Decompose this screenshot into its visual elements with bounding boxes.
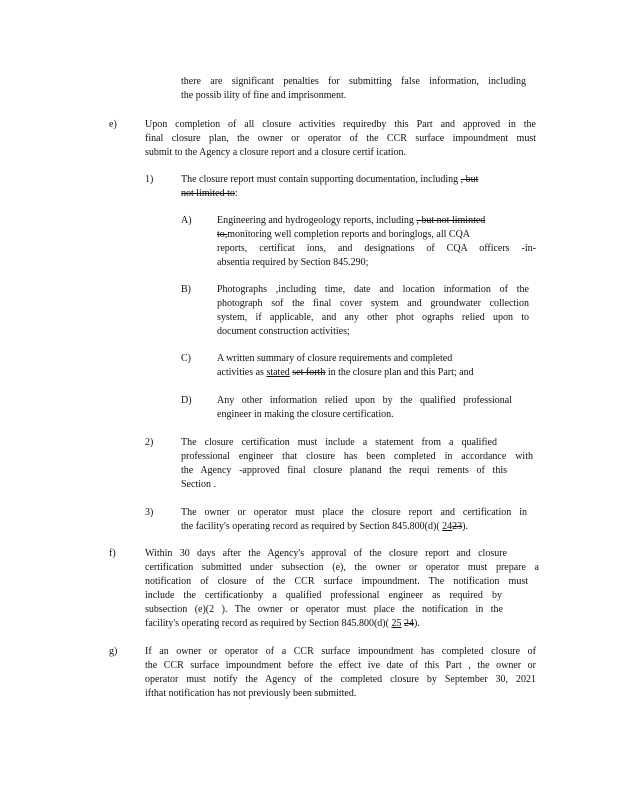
subsection-f-inserted-text: 25 xyxy=(391,618,402,629)
subsection-g-line-3: operator must notify the Agency of the completed closure by September 30, 2021 xyxy=(145,674,536,685)
subsection-e-label: e) xyxy=(109,119,117,130)
item-2-paragraph xyxy=(181,436,533,492)
item-D-line-1: Any other information relied upon by the qualified professional xyxy=(217,395,512,406)
subsection-f-line-3: notification of closure of the CCR surface impoundment. The notification must xyxy=(145,576,528,587)
item-3-text-b: ). xyxy=(462,521,469,532)
item-A-text-1: Engineering and hydrogeology reports, including xyxy=(217,215,414,226)
item-C-paragraph xyxy=(217,352,522,380)
subsection-f-line-1: Within 30 days after the Agency's approval of the closure report and closure xyxy=(145,548,507,559)
item-B-label: B) xyxy=(181,284,191,295)
item-C-inserted-text: stated xyxy=(266,367,290,378)
subsection-e-line-2: final closure plan, the owner or operator of the CCR surface impoundment must xyxy=(145,133,536,144)
item-A-line-3: reports, certificat ions, and designations of CQA officers -in- xyxy=(217,243,536,254)
subsection-f-paragraph xyxy=(145,547,539,631)
item-3-text-a: the facility's operating record as required by Section 845.800(d)( xyxy=(181,521,440,532)
item-C-text-a: activities as xyxy=(217,367,264,378)
item-3-label: 3) xyxy=(145,507,154,518)
subsection-f-line-2: certification submitted under subsection (e), the owner or operator must prepare a xyxy=(145,562,539,573)
item-3-deleted-text: 23 xyxy=(452,521,463,532)
item-A-line-2 xyxy=(217,228,536,242)
subsection-e-line-1: Upon completion of all closure activities requiredby this Part and approved in the xyxy=(145,119,536,130)
item-A-line-4: absentia required by Section 845.290; xyxy=(217,257,369,268)
item-3-paragraph xyxy=(181,506,527,534)
subsection-f-text-b: ). xyxy=(413,618,420,629)
item-B-line-2: photograph sof the final cover system and groundwater collection xyxy=(217,298,529,309)
item-A-paragraph xyxy=(217,214,536,270)
subsection-f-text-a: facility's operating record as required by Section 845.800(d)( xyxy=(145,618,389,629)
intro-tail-paragraph xyxy=(181,75,526,103)
subsection-f-label: f) xyxy=(109,548,116,559)
item-1-line-1 xyxy=(181,173,537,187)
item-3-line-2 xyxy=(181,520,527,534)
item-A-label: A) xyxy=(181,215,192,226)
item-2-label: 2) xyxy=(145,437,154,448)
item-C-label: C) xyxy=(181,353,191,364)
intro-tail-line-2: the possib ility of fine and imprisonment. xyxy=(181,90,347,101)
item-A-deleted-text: , but not liminted xyxy=(416,215,486,226)
subsection-e-line-3: submit to the Agency a closure report and a closure certif ication. xyxy=(145,147,407,158)
intro-tail-line-1: there are significant penalties for submitting false information, including xyxy=(181,76,526,87)
item-2-line-3: the Agency -approved final closure planand the requi rements of this xyxy=(181,465,507,476)
item-A-text-2: monitoring well completion reports and boringlogs, all CQA xyxy=(227,229,471,240)
item-D-label: D) xyxy=(181,395,192,406)
item-B-paragraph xyxy=(217,283,529,339)
subsection-f-deleted-text: 24 xyxy=(403,618,414,629)
item-2-line-4: Section . xyxy=(181,479,216,490)
item-1-text: The closure report must contain supporting documentation, including xyxy=(181,174,459,185)
item-1-deleted-text-2: not limited to xyxy=(181,188,235,199)
item-D-paragraph xyxy=(217,394,512,422)
item-A-line-1 xyxy=(217,214,536,228)
item-2-line-1: The closure certification must include a statement from a qualified xyxy=(181,437,497,448)
subsection-g-paragraph xyxy=(145,645,536,701)
subsection-g-label: g) xyxy=(109,646,118,657)
subsection-g-line-1: If an owner or operator of a CCR surface impoundment has completed closure of xyxy=(145,646,536,657)
item-1-label: 1) xyxy=(145,174,154,185)
item-3-line-1: The owner or operator must place the closure report and certification in xyxy=(181,507,527,518)
item-B-line-3: system, if applicable, and any other phot ographs relied upon to xyxy=(217,312,529,323)
subsection-g-line-4: ifthat notification has not previously been submitted. xyxy=(145,688,357,699)
item-1-colon: : xyxy=(234,188,238,199)
item-B-line-1: Photographs ,including time, date and location information of the xyxy=(217,284,529,295)
subsection-e-paragraph xyxy=(145,118,536,160)
subsection-f-line-5: subsection (e)(2 ). The owner or operator must place the notification in the xyxy=(145,604,503,615)
item-2-line-2: professional engineer that closure has been completed in accordance with xyxy=(181,451,533,462)
subsection-f-line-6 xyxy=(145,617,539,631)
item-1-deleted-text: , but xyxy=(460,174,479,185)
subsection-g-line-2: the CCR surface impoundment before the effect ive date of this Part , the owner or xyxy=(145,660,536,671)
item-C-text-b: in the closure plan and this Part; and xyxy=(327,367,474,378)
subsection-f-line-4: include the certificationby a qualified professional engineer as required by xyxy=(145,590,502,601)
item-C-line-1: A written summary of closure requirements and completed xyxy=(217,353,453,364)
item-1-line-2 xyxy=(181,187,537,201)
item-C-deleted-text: set forth xyxy=(292,367,326,378)
item-1-paragraph xyxy=(181,173,537,201)
item-C-line-2 xyxy=(217,366,522,380)
item-B-line-4: document construction activities; xyxy=(217,326,350,337)
item-3-inserted-text: 24 xyxy=(442,521,453,532)
item-D-line-2: engineer in making the closure certification. xyxy=(217,409,394,420)
item-A-deleted-text-2: to, xyxy=(217,229,228,240)
